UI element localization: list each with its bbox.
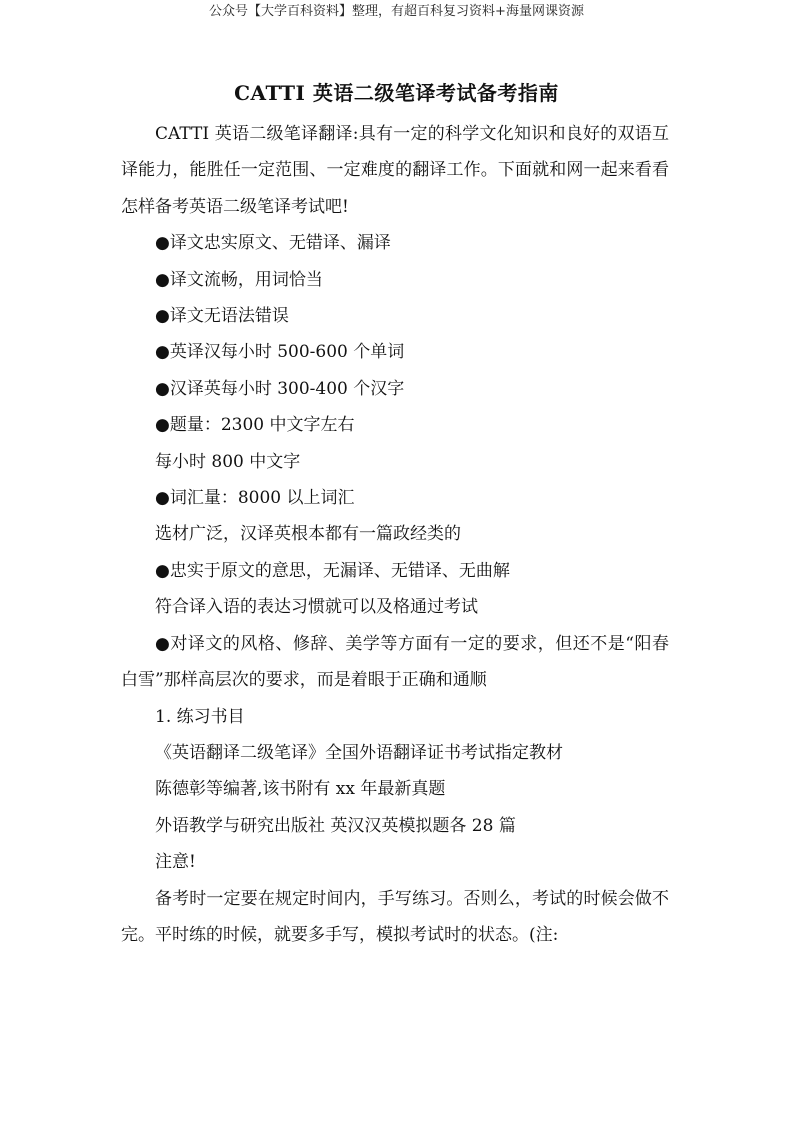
bullet-volume: ●题量：2300 中文字左右 [155,415,355,436]
bullet-zh-en-speed: ●汉译英每小时 300-400 个汉字 [155,378,405,399]
bullet-fluent: ●译文流畅，用词恰当 [155,269,323,290]
pass-note: 符合译入语的表达习惯就可以及格通过考试 [155,597,478,618]
bullet-faithful: ●译文忠实原文、无错译、漏译 [155,233,391,254]
book-author: 陈德彰等编著,该书附有 xx 年最新真题 [155,779,446,800]
material-note: 选材广泛，汉译英根本都有一篇政经类的 [155,524,461,545]
bullet-en-zh-speed: ●英译汉每小时 500-600 个单词 [155,342,405,363]
book-publisher: 外语教学与研究出版社 英汉汉英模拟题各 28 篇 [155,815,516,836]
bullet-style: ●对译文的风格、修辞、美学等方面有一定的要求，但还不是“阳春白雪”那样高层次的要求，而是着眼于正确和通顺 [121,633,669,691]
bullet-faithful-meaning: ●忠实于原文的意思，无漏译、无错译、无曲解 [155,560,510,581]
document-body [121,116,669,953]
volume-note: 每小时 800 中文字 [155,451,301,472]
book-title: 《英语翻译二级笔译》全国外语翻译证书考试指定教材 [155,742,563,763]
header-note: 公众号【大学百科资料】整理，有超百科复习资料+海量网课资源 [209,4,584,19]
attention-heading: 注意! [155,852,196,873]
document-title: CATTI 英语二级笔译考试备考指南 [234,81,559,105]
practice-paragraph: 备考时一定要在规定时间内，手写练习。否则么，考试的时候会做不完。平时练的时候，就要多手写，模拟考试时的状态。(注: [121,888,669,945]
bullet-grammar: ●译文无语法错误 [155,306,289,327]
bullet-vocabulary: ●词汇量：8000 以上词汇 [155,488,355,509]
section-heading-books: 1. 练习书目 [155,706,245,727]
intro-paragraph: CATTI 英语二级笔译翻译:具有一定的科学文化知识和良好的双语互译能力，能胜任一定范围、一定难度的翻译工作。下面就和网一起来看看怎样备考英语二级笔译考试吧! [121,124,669,217]
